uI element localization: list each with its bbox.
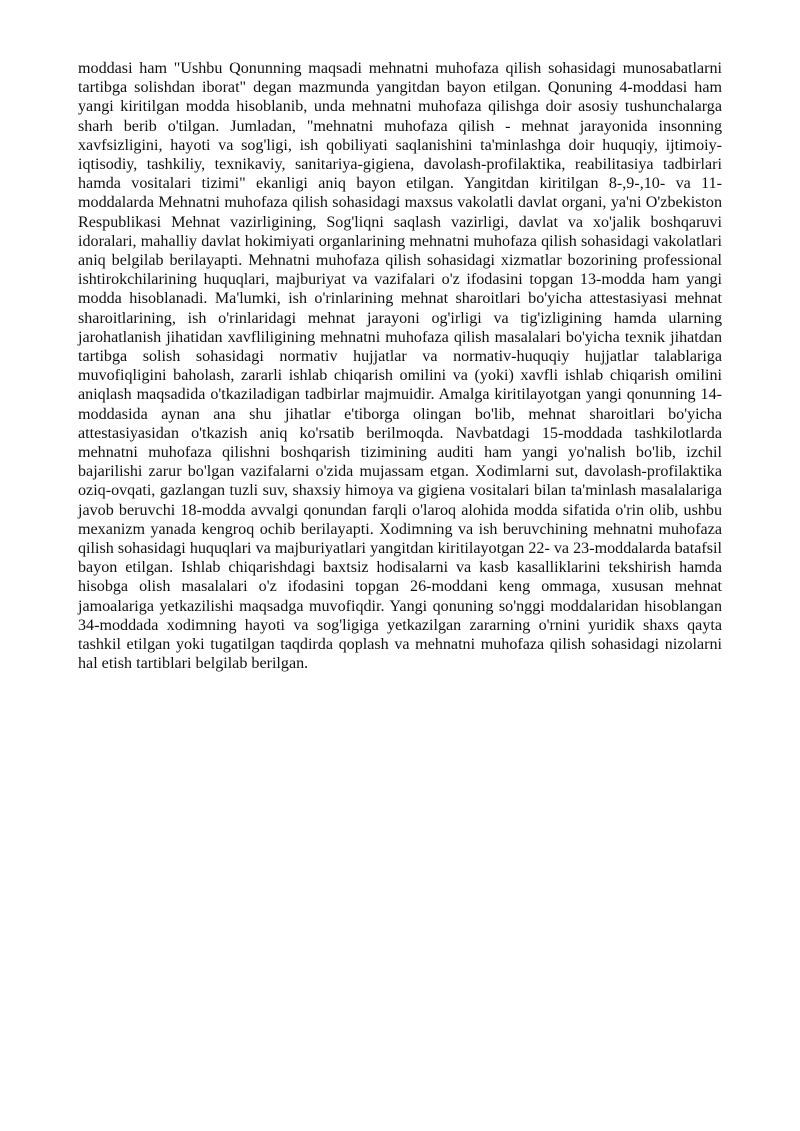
body-paragraph: moddasi ham "Ushbu Qonunning maqsadi mehnatni muhofaza qilish sohasidagi munosabatlarni tartibga solishdan iborat" degan mazmunda yangitdan bayon etilgan. Qonuning 4-moddasi ham yangi kiritilgan modda hisoblanib, unda mehnatni muhofaza qilishga doir asosiy tushunchalarga sharh berib o'tilgan. Jumladan, "mehnatni muhofaza qilish - mehnat jarayonida insonning xavfsizligini, hayoti va sog'ligi, ish qobiliyati saqlanishini ta'minlashga doir huquqiy, ijtimoiy-iqtisodiy, tashkiliy, texnikaviy, sanitariya-gigiena, davolash-profilaktika, reabilitasiya tadbirlari hamda vositalari tizimi" ekanligi aniq bayon etilgan. Yangitdan kiritilgan 8-,9-,10- va 11-moddalarda Mehnatni muhofaza qilish sohasidagi maxsus vakolatli davlat organi, ya'ni O'zbekiston Respublikasi Mehnat vazirligining, Sog'liqni saqlash vazirligi, davlat va xo'jalik boshqaruvi idoralari, mahalliy davlat hokimiyati organlarining mehnatni muhofaza qilish sohasidagi vakolatlari aniq belgilab berilayapti. Mehnatni muhofaza qilish sohasidagi xizmatlar bozorining professional ishtirokchilarining huquqlari, majburiyat va vazifalari o'z ifodasini topgan 13-modda ham yangi modda hisoblanadi. Ma'lumki, ish o'rinlarining mehnat sharoitlari bo'yicha attestasiyasi mehnat sharoitlarining, ish o'rinlaridagi mehnat jarayoni og'irligi va tig'izligining hamda ularning jarohatlanish jihatidan xavfliligining mehnatni muhofaza qilish masalalari bo'yicha texnik jihatdan tartibga solish sohasidagi normativ hujjatlar va normativ-huquqiy hujjatlar talablariga muvofiqligini baholash, zararli ishlab chiqarish omilini va (yoki) xavfli ishlab chiqarish omilini aniqlash maqsadida o'tkaziladigan tadbirlar majmuidir. Amalga kiritilayotgan yangi qonunning 14-moddasida aynan ana shu jihatlar e'tiborga olingan bo'lib, mehnat sharoitlari bo'yicha attestasiyasidan o'tkazish aniq ko'rsatib berilmoqda. Navbatdagi 15-moddada tashkilotlarda mehnatni muhofaza qilishni boshqarish tizimining auditi ham yangi yo'nalish bo'lib, izchil bajarilishi zarur bo'lgan vazifalarni o'zida mujassam etgan. Xodimlarni sut, davolash-profilaktika oziq-ovqati, gazlangan tuzli suv, shaxsiy himoya va gigiena vositalari bilan ta'minlash masalalariga javob beruvchi 18-modda avvalgi qonundan farqli o'laroq alohida modda sifatida o'rin olib, ushbu mexanizm yanada kengroq ochib berilayapti. Xodimning va ish beruvchining mehnatni muhofaza qilish sohasidagi huquqlari va majburiyatlari yangitdan kiritilayotgan 22- va 23-moddalarda batafsil bayon etilgan. Ishlab chiqarishdagi baxtsiz hodisalarni va kasb kasalliklarini tekshirish hamda hisobga olish masalalari o'z ifodasini topgan 26-moddani keng ommaga, xususan mehnat jamoalariga yetkazilishi maqsadga muvofiqdir. Yangi qonuning so'nggi moddalaridan hisoblangan 34-moddada xodimning hayoti va sog'ligiga yetkazilgan zararning o'rnini yuridik shaxs qayta tashkil etilgan yoki tugatilgan taqdirda qoplash va mehnatni muhofaza qilish sohasidagi nizolarni hal etish tartiblari belgilab berilgan.	[78, 60, 722, 673]
